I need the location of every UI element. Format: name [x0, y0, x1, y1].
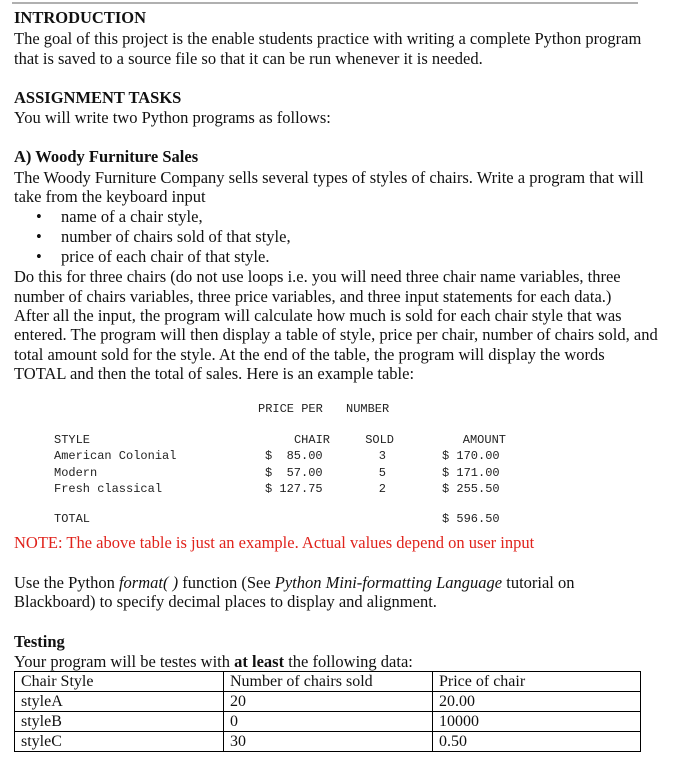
header-style: STYLE: [54, 433, 91, 447]
header-cell: Chair Style: [15, 672, 224, 692]
row-amount: $ 170.00: [442, 449, 500, 463]
test-data-table: [14, 671, 641, 752]
header-sold: SOLD: [365, 433, 394, 447]
assignment-line-1: You will write two Python programs as follows:: [14, 108, 331, 127]
row-sold: 2: [378, 482, 386, 496]
header-cell: Number of chairs sold: [224, 672, 433, 692]
intro-line-2: that is saved to a source file so that it can be run whenever it is needed.: [14, 49, 483, 68]
testing-text: Your program will be testes with: [14, 652, 235, 671]
para-line: number of chairs variables, three price variables, and three input statements for each data.): [14, 287, 612, 306]
testing-bold: at least: [234, 652, 285, 671]
table-cell: styleA: [15, 692, 224, 712]
top-rule: [12, 2, 638, 4]
testing-intro: [14, 652, 413, 672]
header-chair: CHAIR: [293, 433, 330, 447]
format-text: function (See: [178, 573, 275, 592]
part-a-heading: A) Woody Furniture Sales: [14, 147, 199, 166]
table-cell: 20.00: [433, 692, 641, 712]
table-cell: 0: [224, 712, 433, 732]
para-line: TOTAL and then the total of sales. Here is an example table:: [14, 364, 415, 383]
header-cell: Price of chair: [433, 672, 641, 692]
para-line: total amount sold for the style. At the end of the table, the program will display the words: [14, 345, 605, 364]
bullet-icon: •: [36, 207, 42, 226]
row-sold: 5: [378, 466, 386, 480]
format-text: Use the Python: [14, 573, 119, 592]
format-text: tutorial on: [502, 573, 575, 592]
intro-heading: INTRODUCTION: [14, 8, 147, 27]
note: NOTE: The above table is just an example. Actual values depend on user input: [14, 533, 535, 552]
row-amount: $ 171.00: [442, 466, 500, 480]
table-row: [15, 732, 641, 752]
row-style: Fresh classical: [54, 482, 163, 496]
para-line: entered. The program will then display a table of style, price per chair, number of chairs sold, and: [14, 325, 658, 344]
row-price: $ 57.00: [265, 466, 323, 480]
para-line: After all the input, the program will calculate how much is sold for each chair style that was: [14, 306, 622, 325]
assignment-heading: ASSIGNMENT TASKS: [14, 88, 182, 107]
row-style: American Colonial: [54, 449, 177, 463]
table-cell: 20: [224, 692, 433, 712]
table-cell: styleC: [15, 732, 224, 752]
table-cell: 0.50: [433, 732, 641, 752]
total-label: TOTAL: [54, 512, 91, 526]
table-row: [15, 712, 641, 732]
format-line-1: [14, 573, 575, 593]
table-cell: 30: [224, 732, 433, 752]
tutorial-name: Python Mini-formatting Language: [274, 573, 503, 592]
table-header-row: [15, 672, 641, 692]
table-row: [15, 692, 641, 712]
table-cell: 10000: [433, 712, 641, 732]
row-sold: 3: [378, 449, 386, 463]
total-value: $ 596.50: [442, 512, 500, 526]
header-price-per: PRICE PER: [258, 402, 323, 416]
row-price: $ 127.75: [265, 482, 323, 496]
bullet-item: price of each chair of that style.: [61, 247, 270, 266]
part-a-line-1: The Woody Furniture Company sells several types of styles of chairs. Write a program that will: [14, 168, 644, 187]
row-amount: $ 255.50: [442, 482, 500, 496]
para-line: Do this for three chairs (do not use loops i.e. you will need three chair name variables, three: [14, 267, 621, 286]
bullet-item: number of chairs sold of that style,: [61, 227, 291, 246]
testing-heading: Testing: [14, 632, 65, 651]
table-cell: styleB: [15, 712, 224, 732]
intro-line-1: The goal of this project is the enable students practice with writing a complete Python program: [14, 29, 642, 48]
bullet-icon: •: [36, 247, 42, 266]
testing-text: the following data:: [284, 652, 413, 671]
header-amount: AMOUNT: [462, 433, 506, 447]
part-a-line-2: take from the keyboard input: [14, 187, 206, 206]
bullet-item: name of a chair style,: [61, 207, 203, 226]
format-function-name: format( ): [118, 573, 179, 592]
bullet-icon: •: [36, 227, 42, 246]
row-price: $ 85.00: [265, 449, 323, 463]
row-style: Modern: [54, 466, 98, 480]
header-number: NUMBER: [346, 402, 390, 416]
format-line-2: Blackboard) to specify decimal places to display and alignment.: [14, 592, 437, 611]
